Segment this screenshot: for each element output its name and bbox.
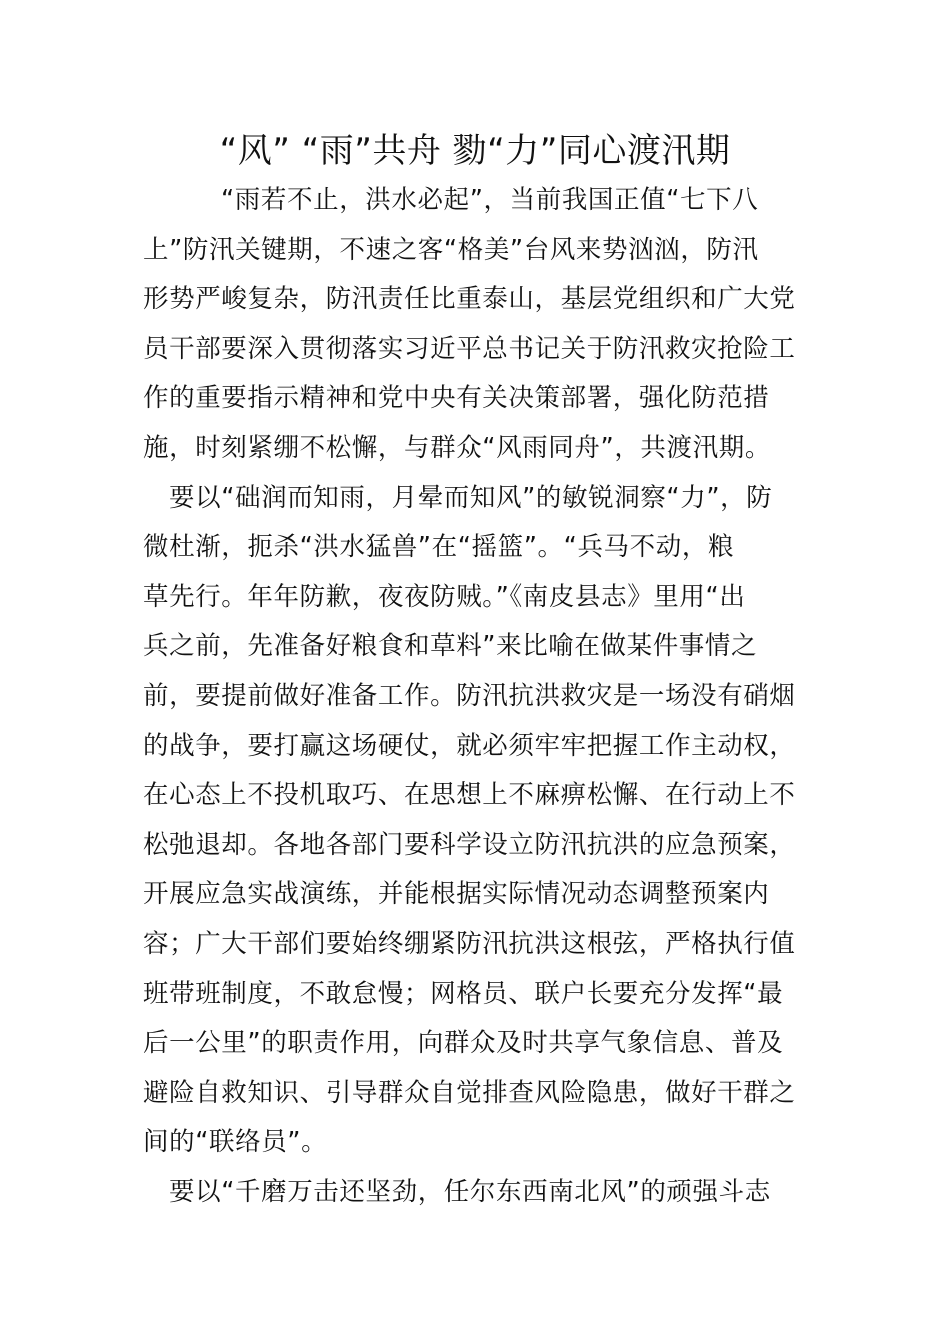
paragraph-line: 要以“础润而知雨，月晕而知风”的敏锐洞察“力”，防 <box>169 482 773 513</box>
paragraph-line: 微杜渐，扼杀“洪水猛兽”在“摇篮”。“兵马不动，粮 <box>143 532 735 563</box>
paragraph-line: 上”防汛关键期，不速之客“格美”台风来势汹汹，防汛 <box>143 234 759 265</box>
paragraph-line: 作的重要指示精神和党中央有关决策部署，强化防范措 <box>143 383 770 414</box>
paragraph-line: 避险自救知识、引导群众自觉排查风险隐患，做好干群之 <box>143 1077 796 1108</box>
paragraph-line: 松弛退却。各地各部门要科学设立防汛抗洪的应急预案， <box>143 829 796 860</box>
paragraph-line: “雨若不止，洪水必起”，当前我国正值“七下八 <box>221 185 759 215</box>
paragraph-line: 容；广大干部们要始终绷紧防汛抗洪这根弦，严格执行值 <box>143 928 796 959</box>
paragraph-2 <box>143 474 808 1168</box>
paragraph-line: 施，时刻紧绷不松懈，与群众“风雨同舟”，共渡汛期。 <box>143 432 771 463</box>
paragraph-line: 在心态上不投机取巧、在思想上不麻痹松懈、在行动上不 <box>143 780 796 811</box>
document-body <box>143 176 808 1217</box>
document-title: “风” “雨”共舟 勠“力”同心渡汛期 <box>219 131 731 171</box>
paragraph-line: 的战争，要打赢这场硬仗，就必须牢牢把握工作主动权， <box>143 730 796 761</box>
paragraph-line: 员干部要深入贯彻落实习近平总书记关于防汛救灾抢险工 <box>143 333 796 364</box>
paragraph-line: 班带班制度，不敢怠慢；网格员、联户长要充分发挥“最 <box>143 978 784 1009</box>
paragraph-line: 前，要提前做好准备工作。防汛抗洪救灾是一场没有硝烟 <box>143 680 796 711</box>
paragraph-line: 草先行。年年防歉，夜夜防贼。”《南皮县志》里用“出 <box>143 581 746 612</box>
paragraph-line: 兵之前，先准备好粮食和草料”来比喻在做某件事情之 <box>143 631 758 662</box>
paragraph-line: 要以“千磨万击还坚劲，任尔东西南北风”的顽强斗志 <box>169 1176 771 1207</box>
paragraph-1 <box>143 176 808 474</box>
paragraph-3 <box>143 1168 808 1218</box>
paragraph-line: 形势严峻复杂，防汛责任比重泰山，基层党组织和广大党 <box>143 284 796 315</box>
paragraph-line: 后一公里”的职责作用，向群众及时共享气象信息、普及 <box>143 1028 784 1059</box>
paragraph-line: 间的“联络员”。 <box>143 1127 328 1158</box>
paragraph-line: 开展应急实战演练，并能根据实际情况动态调整预案内 <box>143 879 770 910</box>
